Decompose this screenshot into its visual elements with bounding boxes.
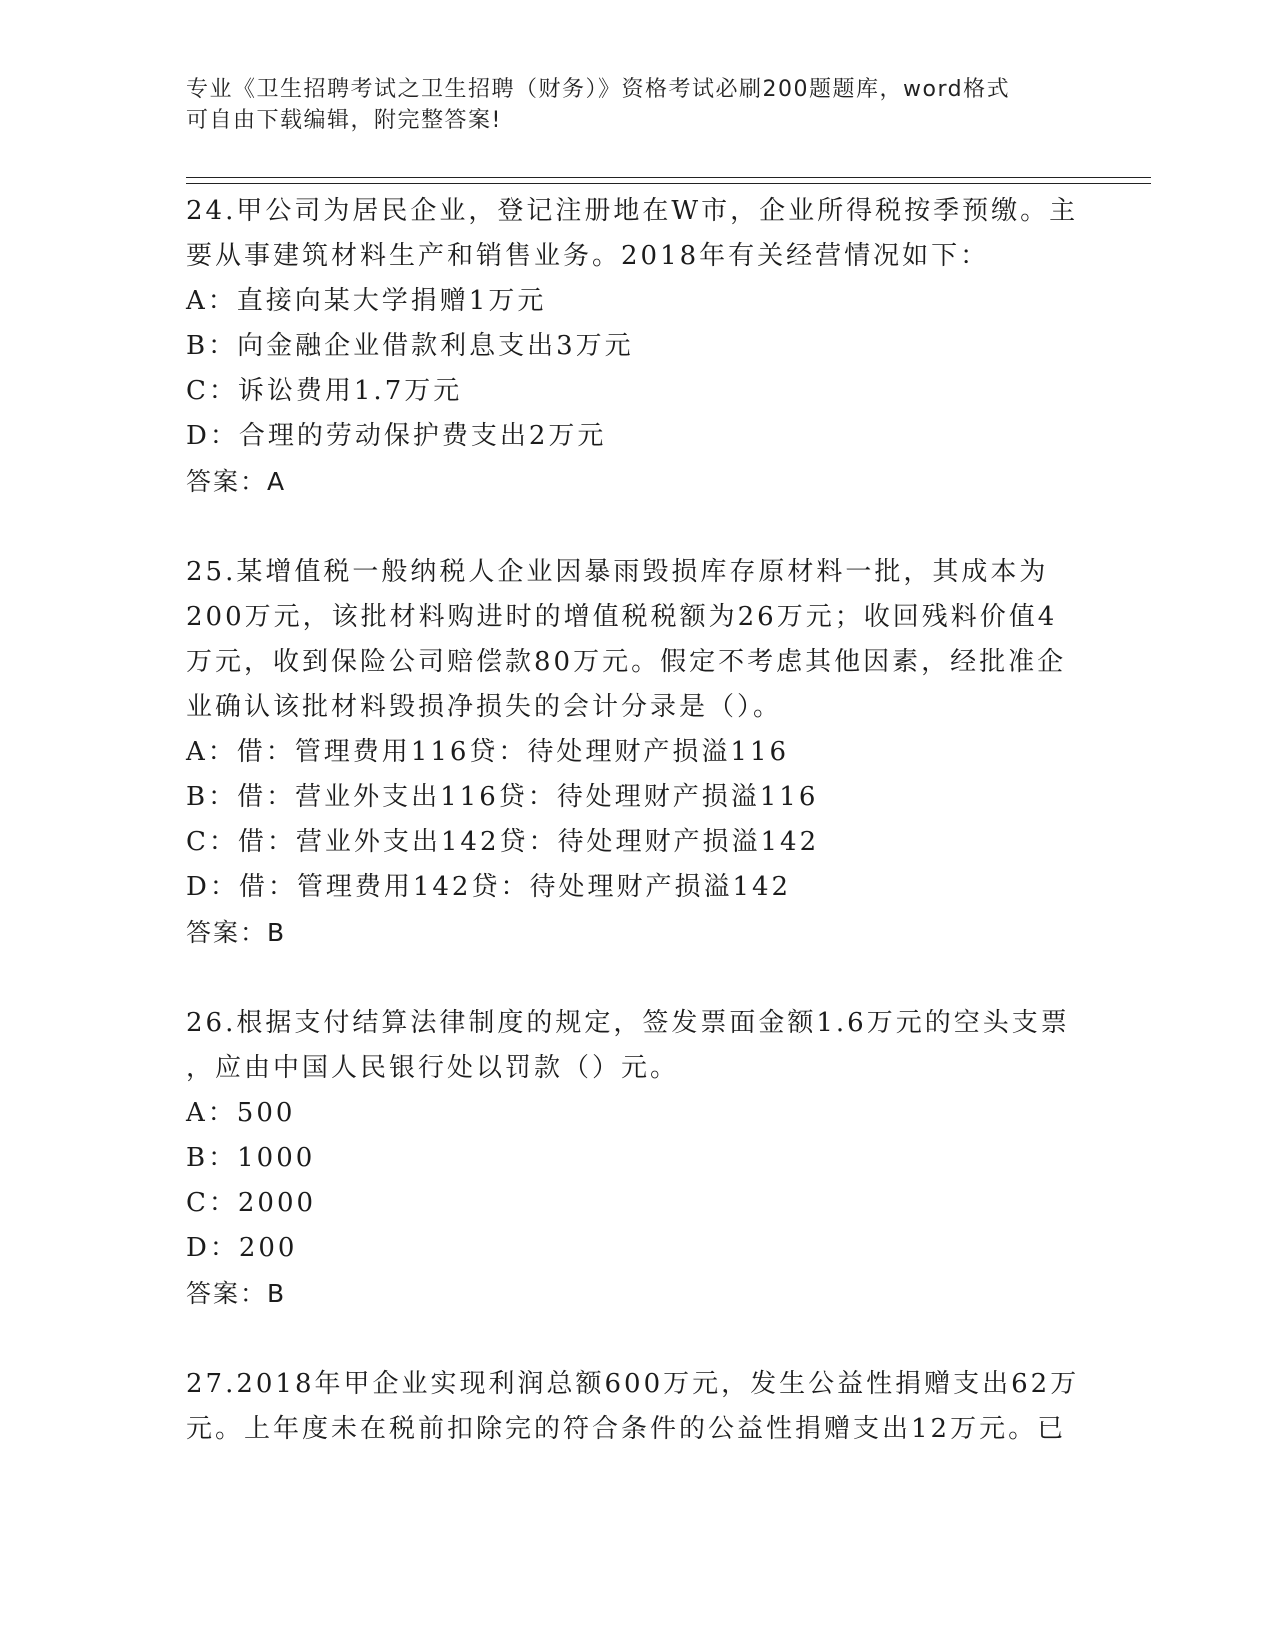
- question-text-line: 要从事建筑材料生产和销售业务。2018年有关经营情况如下：: [186, 241, 990, 271]
- header-line-2: 可自由下载编辑，附完整答案!: [186, 108, 502, 133]
- question-24: [186, 189, 1086, 504]
- option-d: D：200: [186, 1233, 298, 1263]
- question-text-line: 元。上年度未在税前扣除完的符合条件的公益性捐赠支出12万元。已: [186, 1414, 1067, 1444]
- question-text-line: 27.2018年甲企业实现利润总额600万元，发生公益性捐赠支出62万: [186, 1369, 1080, 1399]
- header-divider-top: [186, 177, 1151, 178]
- question-27: [186, 1362, 1086, 1452]
- option-b: B：向金融企业借款利息支出3万元: [186, 331, 634, 361]
- option-c: C：借：营业外支出142贷：待处理财产损溢142: [186, 827, 820, 857]
- header-divider-bottom: [186, 183, 1151, 184]
- option-c: C：诉讼费用1.7万元: [186, 376, 463, 406]
- header-line-1: 专业《卫生招聘考试之卫生招聘（财务）》资格考试必刷200题题库，word格式: [186, 77, 1011, 102]
- question-text-line: 24.甲公司为居民企业，登记注册地在W市，企业所得税按季预缴。主: [186, 196, 1079, 226]
- option-b: B：1000: [186, 1143, 316, 1173]
- question-spacer: [186, 955, 1086, 1001]
- option-c: C：2000: [186, 1188, 317, 1218]
- option-a: A：直接向某大学捐赠1万元: [186, 286, 547, 316]
- question-text-line: ，应由中国人民银行处以罚款（）元。: [186, 1053, 680, 1083]
- option-d: D：借：管理费用142贷：待处理财产损溢142: [186, 872, 792, 902]
- option-b: B：借：营业外支出116贷：待处理财产损溢116: [186, 782, 819, 812]
- answer: 答案：B: [186, 1279, 287, 1308]
- option-a: A：500: [186, 1098, 296, 1128]
- document-header: [186, 74, 1066, 136]
- answer: 答案：A: [186, 467, 287, 496]
- answer: 答案：B: [186, 918, 287, 947]
- option-a: A：借：管理费用116贷：待处理财产损溢116: [186, 737, 790, 767]
- question-25: [186, 550, 1086, 955]
- question-text-line: 26.根据支付结算法律制度的规定，签发票面金额1.6万元的空头支票: [186, 1008, 1070, 1038]
- option-d: D：合理的劳动保护费支出2万元: [186, 421, 607, 451]
- question-text-line: 25.某增值税一般纳税人企业因暴雨毁损库存原材料一批，其成本为: [186, 557, 1049, 587]
- question-text-line: 业确认该批材料毁损净损失的会计分录是（）。: [186, 692, 783, 722]
- question-text-line: 200万元，该批材料购进时的增值税税额为26万元；收回残料价值4: [186, 602, 1058, 632]
- question-26: [186, 1001, 1086, 1316]
- question-text-line: 万元，收到保险公司赔偿款80万元。假定不考虑其他因素，经批准企: [186, 647, 1067, 677]
- question-list: [186, 189, 1086, 1452]
- question-spacer: [186, 1316, 1086, 1362]
- question-spacer: [186, 504, 1086, 550]
